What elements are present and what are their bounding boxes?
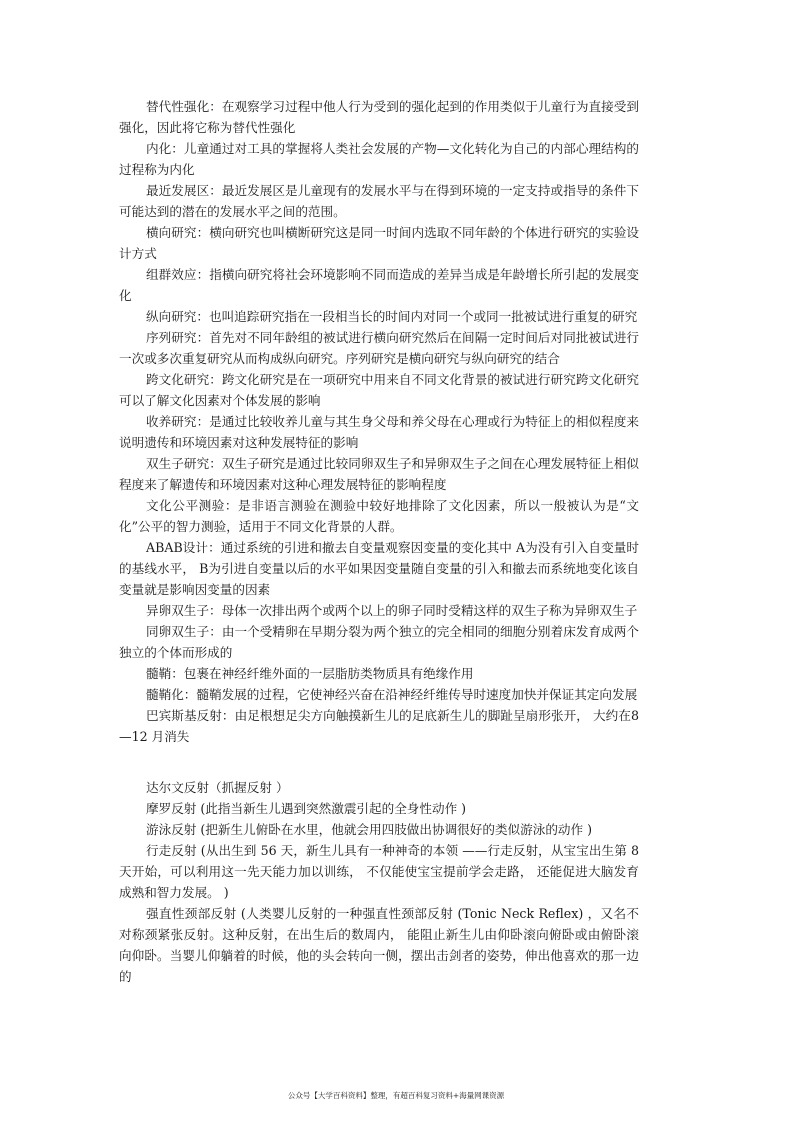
section-gap (119, 747, 639, 777)
paragraph-cross-sectional-study: 横向研究：横向研究也叫横断研究这是同一时间内选取不同年龄的个体进行研究的实验设计方式 (119, 225, 639, 261)
paragraph-adoption-study: 收养研究：是通过比较收养儿童与其生身父母和养父母在心理或行为特征上的相似程度来说明遗传和环境因素对这种发展特征的影响 (119, 414, 639, 450)
page-footer: 公众号【大学百科资料】整理，有超百科复习资料+海量网课资源 (287, 1091, 505, 1100)
paragraph-myelin: 髓鞘：包裹在神经纤维外面的一层脂肪类物质具有绝缘作用 (146, 666, 474, 681)
paragraph-cross-cultural-study: 跨文化研究：跨文化研究是在一项研究中用来自不同文化背景的被试进行研究跨文化研究可以了解文化因素对个体发展的影响 (119, 372, 639, 408)
paragraph-swimming-reflex: 游泳反射 (把新生儿俯卧在水里，他就会用四肢做出协调很好的类似游泳的动作 ) (146, 822, 593, 837)
body-text (119, 96, 639, 987)
paragraph-moro-reflex: 摩罗反射 (此指当新生儿遇到突然激震引起的全身性动作 ) (146, 801, 467, 816)
paragraph-identical-twins: 同卵双生子：由一个受精卵在早期分裂为两个独立的完全相同的细胞分别着床发育成两个独立的个体而形成的 (119, 624, 639, 660)
paragraph-cohort-effect: 组群效应：指横向研究将社会环境影响不同而造成的差异当成是年龄增长所引起的发展变化 (119, 267, 639, 303)
paragraph-abab-design: ABAB设计：通过系统的引进和撤去自变量观察因变量的变化其中 A为没有引入自变量时的基线水平， B为引进自变量以后的水平如果因变量随自变量的引入和撤去而系统地变化该自变量就是影响因变量的因素 (119, 540, 639, 597)
paragraph-babinski-reflex: 巴宾斯基反射：由足根想足尖方向触摸新生儿的足底新生儿的脚趾呈扇形张开， 大约在8—12 月消失 (119, 708, 639, 744)
paragraph-myelination: 髓鞘化：髓鞘发展的过程，它使神经兴奋在沿神经纤维传导时速度加快并保证其定向发展 (146, 687, 638, 702)
paragraph-sequential-study: 序列研究：首先对不同年龄组的被试进行横向研究然后在间隔一定时间后对同批被试进行一次或多次重复研究从而构成纵向研究。序列研究是横向研究与纵向研究的结合 (119, 330, 639, 366)
paragraph-fraternal-twins: 异卵双生子：母体一次排出两个或两个以上的卵子同时受精这样的双生子称为异卵双生子 (146, 603, 638, 618)
paragraph-tonic-neck-reflex: 强直性颈部反射 (人类婴儿反射的一种强直性颈部反射 (Tonic Neck Reflex) ，又名不对称颈紧张反射。这种反射，在出生后的数周内， 能阻止新生儿由仰卧滚向俯卧或由俯卧滚向仰卧。当婴儿仰躺着的时候，他的头会转向一侧，摆出击剑者的姿势，伸出他喜欢的那一边的 (119, 906, 639, 984)
paragraph-twin-study: 双生子研究：双生子研究是通过比较同卵双生子和异卵双生子之间在心理发展特征上相似程度来了解遗传和环境因素对这种心理发展特征的影响程度 (119, 456, 639, 492)
paragraph-walking-reflex: 行走反射 (从出生到 56 天，新生儿具有一种神奇的本领 ——行走反射，从宝宝出生第 8天开始，可以利用这一先天能力加以训练， 不仅能使宝宝提前学会走路， 还能促进大脑发育成熟和智力发展。 ) (119, 843, 639, 900)
paragraph-zone-of-proximal-development: 最近发展区：最近发展区是儿童现有的发展水平与在得到环境的一定支持或指导的条件下可能达到的潜在的发展水平之间的范围。 (119, 183, 639, 219)
paragraph-vicarious-reinforcement: 替代性强化：在观察学习过程中他人行为受到的强化起到的作用类似于儿童行为直接受到强化，因此将它称为替代性强化 (119, 99, 639, 135)
paragraph-culture-fair-test: 文化公平测验：是非语言测验在测验中较好地排除了文化因素，所以一般被认为是“文化”公平的智力测验，适用于不同文化背景的人群。 (119, 498, 639, 534)
paragraph-darwin-reflex: 达尔文反射（抓握反射 ） (146, 780, 289, 795)
paragraph-longitudinal-study: 纵向研究：也叫追踪研究指在一段相当长的时间内对同一个或同一批被试进行重复的研究 (146, 309, 638, 324)
paragraph-internalization: 内化：儿童通过对工具的掌握将人类社会发展的产物—文化转化为自己的内部心理结构的过程称为内化 (119, 141, 639, 177)
